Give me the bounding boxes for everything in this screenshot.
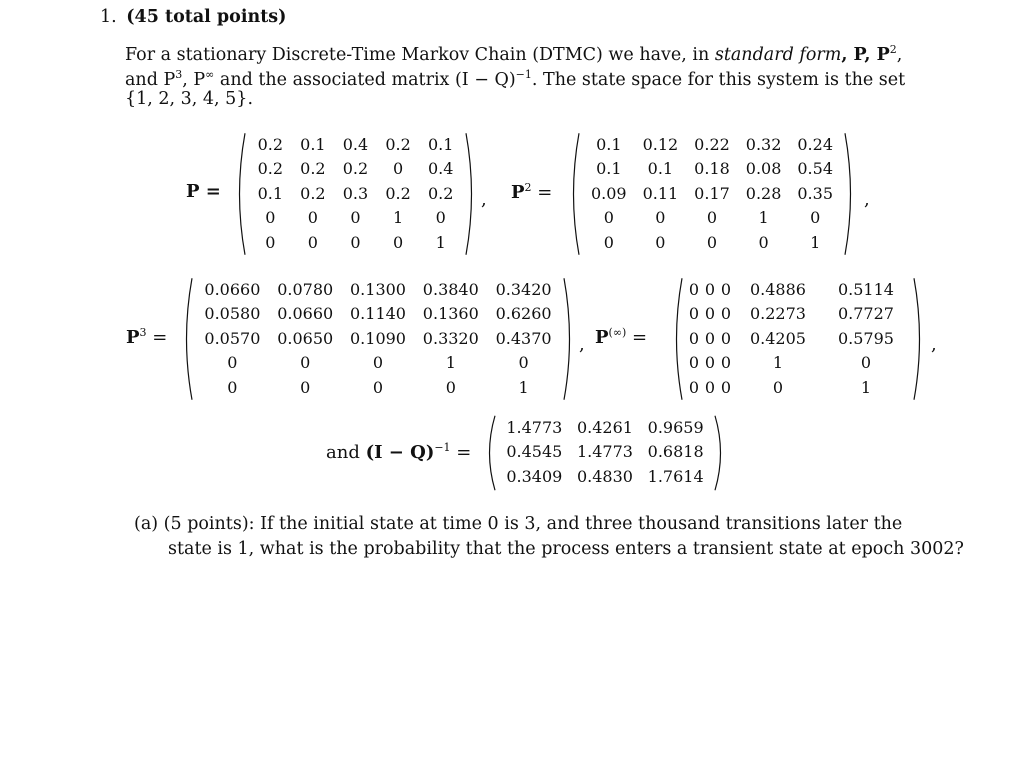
left-paren [483, 415, 497, 491]
equals: = [537, 182, 553, 203]
intro-text: For a stationary Discrete-Time Markov Chain (DTMC) we have, in [125, 44, 710, 65]
matrix-cell: 0 [688, 279, 700, 299]
matrix-cell: 0.24 [797, 134, 833, 154]
label-base: (I − Q) [365, 442, 435, 463]
matrix-cell: 0.4545 [506, 442, 563, 462]
state-space-set: {1, 2, 3, 4, 5}. [125, 89, 254, 109]
matrix-cell: 0.4 [427, 159, 454, 179]
matrix-cell: 0.6260 [495, 304, 552, 324]
matrix-cell: 0 [720, 328, 732, 348]
intro-matrix-names: , P, P [841, 44, 890, 65]
matrix-cell: 0 [688, 377, 700, 397]
matrix-cell: 0 [445, 377, 456, 397]
matrix-cell: 0 [860, 353, 872, 373]
matrix-cell: 0.4261 [576, 417, 633, 437]
matrix-cell: 0.28 [745, 183, 782, 203]
matrix-P3 [180, 277, 576, 401]
label-base: P [595, 327, 609, 348]
matrix-cell: 0.2 [300, 183, 326, 203]
matrix-cell: 0.3 [342, 183, 369, 203]
matrix-row [686, 326, 910, 351]
matrix-cell: 1 [445, 353, 456, 373]
intro-text: and the associated matrix (I − Q) [219, 69, 516, 90]
left-paren [670, 277, 684, 401]
matrix-cell: 0 [227, 377, 238, 397]
part-a-text: state is 1, what is the probability that the process enters a transient state at epoch 3002? [168, 539, 964, 559]
matrix-cell: 0.4205 [749, 328, 806, 348]
matrix-cell: 0 [300, 353, 311, 373]
matrix-cell: 0.0570 [204, 328, 261, 348]
comma: , [931, 334, 937, 355]
right-paren [464, 132, 478, 256]
matrix-cell: 0 [307, 208, 318, 228]
matrix-cell: 0.0580 [204, 304, 261, 324]
label-P-text: P = [186, 181, 221, 202]
matrix-cell: 0.2 [342, 159, 369, 179]
matrix-cell: 0.12 [642, 134, 679, 154]
matrix-cell: 0 [688, 353, 700, 373]
intro-text: and P [125, 69, 176, 90]
matrix-cell: 0.1 [596, 159, 622, 179]
matrix-row [686, 302, 910, 327]
matrix-cell: 0.1090 [350, 328, 406, 348]
right-paren [713, 415, 727, 491]
matrix-cell: 0 [704, 328, 716, 348]
label-base: P [126, 327, 140, 348]
intro-line-3 [125, 87, 253, 112]
matrix-row [196, 277, 560, 302]
part-a-line-2 [168, 537, 964, 562]
matrix-P [233, 132, 478, 256]
matrix-cell: 1.4773 [576, 442, 633, 462]
matrix-cell: 0.22 [694, 134, 730, 154]
matrix-cell: 0 [350, 208, 361, 228]
matrix-cell: 0.2 [257, 134, 284, 154]
matrix-row [583, 206, 841, 231]
matrix-cell: 0 [265, 232, 276, 252]
part-a-label: (a) [134, 514, 159, 534]
matrix-cell: 0 [435, 208, 446, 228]
matrix-cell: 0 [704, 279, 716, 299]
matrix-cell: 1.4773 [506, 417, 563, 437]
matrix-cell: 0.0780 [277, 279, 334, 299]
matrix-cell: 0 [688, 328, 700, 348]
matrix-row [499, 464, 711, 489]
matrix-row [249, 132, 462, 157]
matrix-cell: 0.4 [342, 134, 369, 154]
label-IQinv [326, 441, 471, 463]
problem-number: 1. [100, 7, 117, 27]
matrix-cell: 0.35 [797, 183, 833, 203]
label-Pinf [595, 326, 647, 348]
matrix-row [583, 230, 841, 255]
matrix-cell: 0.5114 [837, 279, 894, 299]
label-P2 [511, 181, 552, 203]
matrix-row [686, 351, 910, 376]
matrix-cell: 0 [603, 232, 614, 252]
left-paren [567, 132, 581, 256]
matrix-cell: 0 [758, 232, 769, 252]
intro-sup: −1 [515, 68, 532, 81]
intro-text: , P [182, 69, 206, 90]
matrix-cell: 0.2 [257, 159, 284, 179]
matrix-cell: 0.1300 [350, 279, 406, 299]
comma: , [579, 334, 585, 355]
matrix-cell: 0.1 [427, 134, 454, 154]
matrix-row [499, 415, 711, 440]
right-paren [843, 132, 857, 256]
matrix-cell: 0 [307, 232, 318, 252]
matrix-cell: 0 [372, 353, 384, 373]
matrix-cell: 0.3320 [422, 328, 479, 348]
matrix-cell: 0.1 [596, 134, 622, 154]
matrix-row [583, 157, 841, 182]
matrix-cell: 0.1140 [350, 304, 406, 324]
matrix-cell: 0.17 [694, 183, 730, 203]
matrix-cell: 0.2273 [749, 304, 806, 324]
matrix-row [686, 375, 910, 400]
matrix-cell: 0.3420 [495, 279, 552, 299]
intro-punct: , [896, 44, 903, 65]
matrix-cell: 0.11 [642, 183, 679, 203]
matrix-cell: 0 [350, 232, 361, 252]
matrix-cell: 1 [772, 353, 784, 373]
matrix-cell: 0 [720, 353, 732, 373]
matrix-cell: 0.1 [647, 159, 674, 179]
matrix-row [196, 326, 560, 351]
label-sup: (∞) [608, 326, 627, 339]
label-P [186, 181, 221, 202]
equals: = [152, 327, 168, 348]
matrix-cell: 0.7727 [837, 304, 894, 324]
matrix-cell: 0.09 [590, 183, 627, 203]
right-paren [562, 277, 576, 401]
matrix-cell: 0.2 [300, 159, 326, 179]
matrix-cell: 0.0660 [204, 279, 261, 299]
matrix-cell: 0 [720, 279, 732, 299]
comma: , [481, 189, 487, 210]
part-a-text: (5 points): If the initial state at time 0 is 3, and three thousand transitions later the [163, 514, 903, 534]
matrix-row [249, 206, 462, 231]
matrix-cell: 0.3409 [506, 466, 563, 486]
label-sup: −1 [434, 441, 451, 454]
matrix-cell: 0.5795 [837, 328, 894, 348]
matrix-cell: 0.6818 [647, 442, 704, 462]
matrix-cell: 0 [300, 377, 311, 397]
matrix-cell: 0.2 [385, 134, 411, 154]
label-sup: 3 [139, 326, 147, 339]
matrix-cell: 0 [518, 353, 529, 373]
matrix-cell: 0.4886 [749, 279, 806, 299]
matrix-row [249, 230, 462, 255]
label-base: P [511, 182, 525, 203]
matrix-cell: 0 [655, 232, 666, 252]
equals: = [632, 327, 648, 348]
matrix-cell: 0 [810, 208, 821, 228]
matrix-cell: 0 [227, 353, 238, 373]
intro-emphasis: standard form [714, 44, 842, 65]
matrix-cell: 0.2 [385, 183, 411, 203]
comma: , [864, 189, 870, 210]
matrix-row [249, 157, 462, 182]
matrix-cell: 0.2 [427, 183, 454, 203]
matrix-cell: 0.4830 [576, 466, 633, 486]
matrix-row [499, 440, 711, 465]
matrix-row [583, 181, 841, 206]
matrix-Pinf [670, 277, 926, 401]
matrix-cell: 0.0660 [277, 304, 334, 324]
matrix-cell: 0 [655, 208, 666, 228]
matrix-row [249, 181, 462, 206]
matrix-cell: 0 [720, 377, 732, 397]
matrix-cell: 1.7614 [647, 466, 704, 486]
right-paren [912, 277, 926, 401]
matrix-P2 [567, 132, 857, 256]
matrix-cell: 0.1360 [422, 304, 479, 324]
matrix-cell: 0.0650 [277, 328, 334, 348]
matrix-cell: 0 [392, 159, 404, 179]
matrix-cell: 0 [706, 208, 718, 228]
matrix-cell: 0 [688, 304, 700, 324]
label-sup: 2 [524, 181, 532, 194]
matrix-cell: 0 [392, 232, 404, 252]
matrix-cell: 0 [704, 377, 716, 397]
matrix-cell: 0 [372, 377, 384, 397]
matrix-cell: 1 [518, 377, 529, 397]
matrix-row [196, 375, 560, 400]
matrix-cell: 0 [265, 208, 276, 228]
matrix-cell: 0 [720, 304, 732, 324]
matrix-cell: 1 [810, 232, 821, 252]
problem-points: (45 total points) [126, 7, 287, 27]
matrix-cell: 0 [704, 304, 716, 324]
part-a-line-1 [134, 512, 902, 537]
matrix-cell: 0.18 [694, 159, 730, 179]
and-text: and [326, 442, 360, 463]
matrix-row [196, 351, 560, 376]
left-paren [180, 277, 194, 401]
intro-sup: 2 [889, 43, 897, 56]
matrix-row [583, 132, 841, 157]
left-paren [233, 132, 247, 256]
matrix-cell: 0.1 [257, 183, 284, 203]
matrix-IQinv [483, 415, 727, 491]
intro-text: . The state space for this system is the set [531, 69, 906, 90]
matrix-cell: 0 [704, 353, 716, 373]
matrix-cell: 1 [758, 208, 769, 228]
matrix-cell: 1 [435, 232, 446, 252]
equals: = [456, 442, 472, 463]
matrix-cell: 0.3840 [422, 279, 479, 299]
matrix-cell: 0.54 [797, 159, 833, 179]
matrix-cell: 0 [603, 208, 614, 228]
matrix-row [196, 302, 560, 327]
problem-heading [100, 5, 286, 30]
matrix-cell: 0.1 [300, 134, 326, 154]
matrix-cell: 0.32 [745, 134, 782, 154]
intro-sup: 3 [175, 68, 183, 81]
matrix-cell: 0.08 [745, 159, 782, 179]
intro-sup: ∞ [205, 68, 215, 81]
label-P3 [126, 326, 167, 348]
matrix-cell: 0 [772, 377, 784, 397]
matrix-cell: 1 [392, 208, 404, 228]
matrix-cell: 0 [706, 232, 718, 252]
matrix-cell: 0.4370 [495, 328, 552, 348]
matrix-cell: 0.9659 [647, 417, 704, 437]
matrix-row [686, 277, 910, 302]
matrix-cell: 1 [860, 377, 872, 397]
